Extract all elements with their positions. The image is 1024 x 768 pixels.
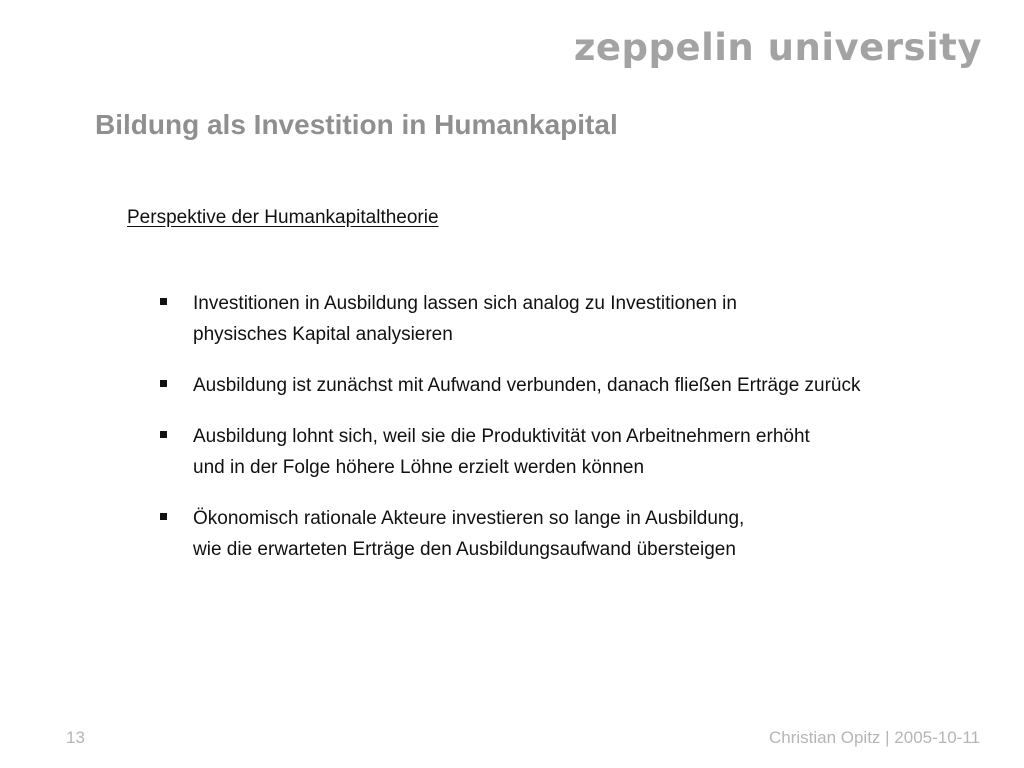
- square-bullet-icon: [160, 431, 167, 438]
- bullet-item: [160, 421, 980, 483]
- square-bullet-icon: [160, 298, 167, 305]
- bullet-text-line: Ausbildung ist zunächst mit Aufwand verbunden, danach fließen Erträge zurück: [193, 375, 861, 396]
- square-bullet-icon: [160, 513, 167, 520]
- bullet-text-line: Ausbildung lohnt sich, weil sie die Produktivität von Arbeitnehmern erhöht: [193, 426, 810, 447]
- bullet-text-line: Ökonomisch rationale Akteure investieren so lange in Ausbildung,: [193, 508, 745, 529]
- footer-author-date: Christian Opitz | 2005-10-11: [768, 728, 980, 747]
- bullet-list: [160, 288, 980, 585]
- bullet-item: [160, 288, 980, 350]
- slide-subtitle: Perspektive der Humankapitaltheorie: [127, 207, 439, 228]
- bullet-item: [160, 370, 980, 401]
- bullet-text-line: wie die erwarteten Erträge den Ausbildungsaufwand übersteigen: [193, 539, 736, 560]
- bullet-text-line: und in der Folge höhere Löhne erzielt werden können: [193, 457, 645, 478]
- slide-title: Bildung als Investition in Humankapital: [95, 109, 618, 140]
- bullet-text-line: Investitionen in Ausbildung lassen sich analog zu Investitionen in: [193, 293, 737, 314]
- bullet-text-line: physisches Kapital analysieren: [193, 324, 453, 345]
- bullet-item: [160, 503, 980, 565]
- page-number: 13: [66, 728, 85, 747]
- university-logo: zeppelin university: [573, 26, 982, 69]
- square-bullet-icon: [160, 380, 167, 387]
